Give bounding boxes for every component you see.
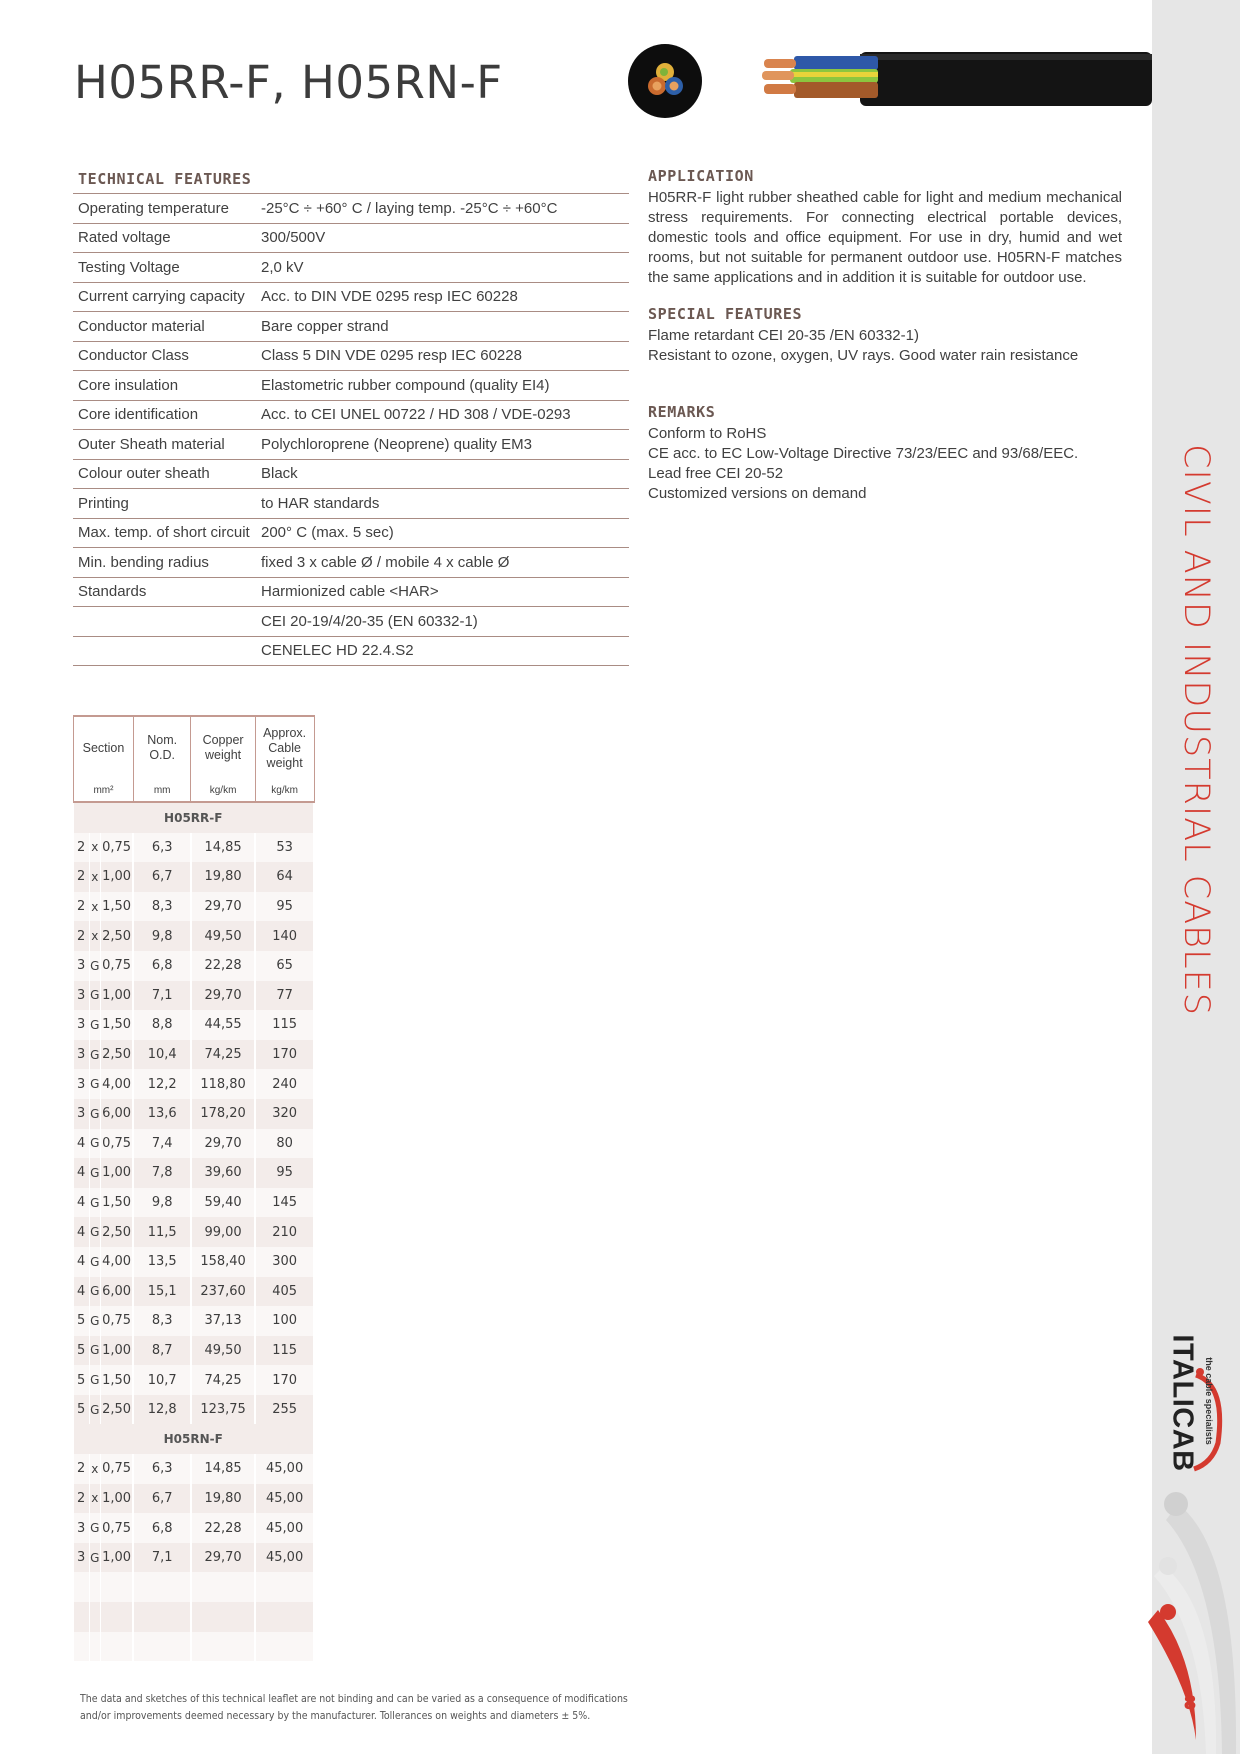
technical-feature-row bbox=[73, 371, 629, 401]
empty-cell bbox=[74, 1572, 90, 1602]
table-row bbox=[74, 1069, 315, 1099]
outer-diameter-cell: 7,1 bbox=[133, 1543, 191, 1573]
empty-cell bbox=[100, 1572, 133, 1602]
empty-cell bbox=[191, 1572, 255, 1602]
cable-weight-cell: 115 bbox=[255, 1010, 314, 1040]
group-name: H05RR-F bbox=[74, 802, 315, 833]
cores-cell: 5 bbox=[74, 1336, 90, 1366]
cores-cell: 5 bbox=[74, 1365, 90, 1395]
unit-copper-weight: kg/km bbox=[191, 779, 255, 802]
technical-feature-row bbox=[73, 518, 629, 548]
table-row bbox=[74, 1277, 315, 1307]
feature-label: Core identification bbox=[73, 400, 256, 430]
table-row bbox=[74, 1217, 315, 1247]
application-section bbox=[648, 166, 1122, 288]
cores-cell: 2 bbox=[74, 921, 90, 951]
copper-weight-cell: 29,70 bbox=[191, 1129, 255, 1159]
feature-value: Acc. to DIN VDE 0295 resp IEC 60228 bbox=[256, 282, 629, 312]
table-row bbox=[74, 1129, 315, 1159]
copper-weight-cell: 22,28 bbox=[191, 951, 255, 981]
side-title bbox=[1152, 444, 1240, 1016]
type-cell: G bbox=[89, 1336, 100, 1366]
empty-cell bbox=[89, 1632, 100, 1662]
table-row bbox=[74, 833, 315, 863]
copper-weight-cell: 19,80 bbox=[191, 862, 255, 892]
unit-nom-od: mm bbox=[133, 779, 191, 802]
technical-feature-row bbox=[73, 194, 629, 224]
empty-cell bbox=[100, 1632, 133, 1662]
technical-feature-row bbox=[73, 489, 629, 519]
cores-cell: 4 bbox=[74, 1247, 90, 1277]
cable-cross-section-icon bbox=[628, 44, 702, 118]
special-features-section bbox=[648, 304, 1122, 366]
header-nom-od: Nom. O.D. bbox=[133, 716, 191, 779]
remarks-section bbox=[648, 402, 1122, 504]
page-number: 8 bbox=[1183, 1692, 1197, 1714]
table-row bbox=[74, 1365, 315, 1395]
section-cell: 2,50 bbox=[100, 1040, 133, 1070]
cable-weight-cell: 300 bbox=[255, 1247, 314, 1277]
cores-cell: 3 bbox=[74, 1543, 90, 1573]
copper-weight-cell: 74,25 bbox=[191, 1040, 255, 1070]
type-cell: G bbox=[89, 1099, 100, 1129]
cable-weight-cell: 140 bbox=[255, 921, 314, 951]
feature-value: Class 5 DIN VDE 0295 resp IEC 60228 bbox=[256, 341, 629, 371]
section-cell: 2,50 bbox=[100, 1395, 133, 1425]
cable-weight-cell: 95 bbox=[255, 892, 314, 922]
cores-cell: 5 bbox=[74, 1395, 90, 1425]
outer-diameter-cell: 10,4 bbox=[133, 1040, 191, 1070]
outer-diameter-cell: 6,7 bbox=[133, 862, 191, 892]
table-row bbox=[74, 981, 315, 1011]
section-cell: 2,50 bbox=[100, 1217, 133, 1247]
cable-weight-cell: 45,00 bbox=[255, 1543, 314, 1573]
feature-label: Max. temp. of short circuit bbox=[73, 518, 256, 548]
table-row bbox=[74, 1010, 315, 1040]
technical-feature-row bbox=[73, 312, 629, 342]
feature-label: Testing Voltage bbox=[73, 253, 256, 283]
feature-label bbox=[73, 607, 256, 637]
type-cell: G bbox=[89, 1040, 100, 1070]
cable-weight-cell: 320 bbox=[255, 1099, 314, 1129]
feature-label: Core insulation bbox=[73, 371, 256, 401]
cable-weight-cell: 45,00 bbox=[255, 1484, 314, 1514]
feature-label: Outer Sheath material bbox=[73, 430, 256, 460]
cable-weight-cell: 45,00 bbox=[255, 1454, 314, 1484]
table-row bbox=[74, 1454, 315, 1484]
special-feature-line: Resistant to ozone, oxygen, UV rays. Good water rain resistance bbox=[648, 347, 1079, 364]
empty-cell bbox=[89, 1572, 100, 1602]
cores-cell: 2 bbox=[74, 833, 90, 863]
cable-weight-cell: 95 bbox=[255, 1158, 314, 1188]
section-cell: 0,75 bbox=[100, 951, 133, 981]
section-cell: 1,50 bbox=[100, 1010, 133, 1040]
type-cell: G bbox=[89, 1129, 100, 1159]
section-cell: 1,00 bbox=[100, 1484, 133, 1514]
remark-line: Conform to RoHS bbox=[648, 425, 767, 442]
table-row bbox=[74, 1484, 315, 1514]
copper-weight-cell: 29,70 bbox=[191, 1543, 255, 1573]
type-cell: x bbox=[89, 1484, 100, 1514]
cable-weight-cell: 77 bbox=[255, 981, 314, 1011]
feature-label: Current carrying capacity bbox=[73, 282, 256, 312]
section-cell: 1,50 bbox=[100, 892, 133, 922]
type-cell: G bbox=[89, 1188, 100, 1218]
section-cell: 0,75 bbox=[100, 833, 133, 863]
copper-weight-cell: 39,60 bbox=[191, 1158, 255, 1188]
copper-weight-cell: 14,85 bbox=[191, 1454, 255, 1484]
group-row bbox=[74, 1424, 315, 1454]
outer-diameter-cell: 11,5 bbox=[133, 1217, 191, 1247]
copper-weight-cell: 59,40 bbox=[191, 1188, 255, 1218]
outer-diameter-cell: 15,1 bbox=[133, 1277, 191, 1307]
section-cell: 6,00 bbox=[100, 1099, 133, 1129]
table-row bbox=[74, 1188, 315, 1218]
section-cell: 0,75 bbox=[100, 1306, 133, 1336]
empty-cell bbox=[255, 1632, 314, 1662]
empty-cell bbox=[133, 1632, 191, 1662]
empty-cell bbox=[89, 1602, 100, 1632]
copper-weight-cell: 49,50 bbox=[191, 1336, 255, 1366]
disclaimer-line: The data and sketches of this technical leaflet are not binding and can be varied as a consequence of modifications bbox=[80, 1693, 628, 1705]
cores-cell: 3 bbox=[74, 1513, 90, 1543]
section-cell: 1,00 bbox=[100, 1158, 133, 1188]
technical-feature-row bbox=[73, 459, 629, 489]
feature-value: to HAR standards bbox=[256, 489, 629, 519]
feature-label: Min. bending radius bbox=[73, 548, 256, 578]
cable-weight-cell: 240 bbox=[255, 1069, 314, 1099]
empty-cell bbox=[74, 1632, 90, 1662]
feature-label: Operating temperature bbox=[73, 194, 256, 224]
header-cable-weight: Approx. Cable weight bbox=[255, 716, 314, 779]
copper-weight-cell: 118,80 bbox=[191, 1069, 255, 1099]
type-cell: G bbox=[89, 1277, 100, 1307]
cores-cell: 3 bbox=[74, 1099, 90, 1129]
section-cell: 4,00 bbox=[100, 1069, 133, 1099]
cable-weight-cell: 210 bbox=[255, 1217, 314, 1247]
brand-logo bbox=[1152, 1325, 1240, 1475]
cores-cell: 3 bbox=[74, 1010, 90, 1040]
feature-label: Conductor material bbox=[73, 312, 256, 342]
cores-cell: 3 bbox=[74, 951, 90, 981]
copper-weight-cell: 19,80 bbox=[191, 1484, 255, 1514]
cores-cell: 4 bbox=[74, 1217, 90, 1247]
table-row bbox=[74, 1158, 315, 1188]
type-cell: x bbox=[89, 921, 100, 951]
cores-cell: 4 bbox=[74, 1158, 90, 1188]
unit-section: mm² bbox=[74, 779, 134, 802]
copper-weight-cell: 29,70 bbox=[191, 892, 255, 922]
empty-cell bbox=[74, 1602, 90, 1632]
table-row bbox=[74, 1395, 315, 1425]
cores-cell: 2 bbox=[74, 892, 90, 922]
cable-weight-cell: 170 bbox=[255, 1040, 314, 1070]
feature-value: Acc. to CEI UNEL 00722 / HD 308 / VDE-0293 bbox=[256, 400, 629, 430]
empty-cell bbox=[255, 1602, 314, 1632]
type-cell: G bbox=[89, 1395, 100, 1425]
group-name: H05RN-F bbox=[74, 1424, 315, 1454]
feature-value: Elastometric rubber compound (quality EI4) bbox=[256, 371, 629, 401]
section-cell: 1,00 bbox=[100, 1336, 133, 1366]
outer-diameter-cell: 13,5 bbox=[133, 1247, 191, 1277]
cores-cell: 3 bbox=[74, 1069, 90, 1099]
section-cell: 1,50 bbox=[100, 1365, 133, 1395]
feature-value: 200° C (max. 5 sec) bbox=[256, 518, 629, 548]
special-feature-line: Flame retardant CEI 20-35 /EN 60332-1) bbox=[648, 327, 919, 344]
type-cell: G bbox=[89, 1217, 100, 1247]
cable-weight-cell: 80 bbox=[255, 1129, 314, 1159]
technical-feature-row bbox=[73, 548, 629, 578]
unit-cable-weight: kg/km bbox=[255, 779, 314, 802]
outer-diameter-cell: 6,3 bbox=[133, 1454, 191, 1484]
cable-weight-cell: 145 bbox=[255, 1188, 314, 1218]
decorative-swoosh-icon bbox=[1110, 1490, 1240, 1754]
remark-line: Lead free CEI 20-52 bbox=[648, 465, 784, 482]
cores-cell: 4 bbox=[74, 1277, 90, 1307]
table-row bbox=[74, 951, 315, 981]
feature-label: Colour outer sheath bbox=[73, 459, 256, 489]
disclaimer bbox=[80, 1691, 640, 1725]
cable-weight-cell: 115 bbox=[255, 1336, 314, 1366]
section-cell: 1,50 bbox=[100, 1188, 133, 1218]
copper-weight-cell: 29,70 bbox=[191, 981, 255, 1011]
type-cell: G bbox=[89, 1365, 100, 1395]
table-row bbox=[74, 1306, 315, 1336]
cores-cell: 2 bbox=[74, 1484, 90, 1514]
product-title: H05RR-F, H05RN-F bbox=[74, 56, 503, 109]
brand-name: ITALICAB bbox=[1166, 1334, 1199, 1472]
cores-cell: 4 bbox=[74, 1188, 90, 1218]
outer-diameter-cell: 6,8 bbox=[133, 951, 191, 981]
type-cell: x bbox=[89, 862, 100, 892]
copper-weight-cell: 44,55 bbox=[191, 1010, 255, 1040]
table-row bbox=[74, 1247, 315, 1277]
outer-diameter-cell: 8,3 bbox=[133, 892, 191, 922]
copper-weight-cell: 14,85 bbox=[191, 833, 255, 863]
outer-diameter-cell: 8,3 bbox=[133, 1306, 191, 1336]
header-section: Section bbox=[74, 716, 134, 779]
technical-feature-row bbox=[73, 430, 629, 460]
feature-value: Black bbox=[256, 459, 629, 489]
outer-diameter-cell: 9,8 bbox=[133, 1188, 191, 1218]
cable-weight-cell: 170 bbox=[255, 1365, 314, 1395]
empty-cell bbox=[191, 1602, 255, 1632]
application-text: H05RR-F light rubber sheathed cable for light and medium mechanical stress requirements. For connecting electrical portable devices, domestic tools and office equipment. For use in dry, humid and wet rooms, but not suitable for permanent outdoor use. H05RN-F matches the same applications and in addition it is suitable for outdoor use. bbox=[648, 189, 1122, 286]
section-cell: 0,75 bbox=[100, 1454, 133, 1484]
feature-label bbox=[73, 636, 256, 666]
outer-diameter-cell: 7,1 bbox=[133, 981, 191, 1011]
cable-data-table bbox=[73, 715, 315, 1661]
type-cell: G bbox=[89, 1306, 100, 1336]
outer-diameter-cell: 6,7 bbox=[133, 1484, 191, 1514]
type-cell: G bbox=[89, 1543, 100, 1573]
cable-weight-cell: 100 bbox=[255, 1306, 314, 1336]
outer-diameter-cell: 8,7 bbox=[133, 1336, 191, 1366]
cores-cell: 4 bbox=[74, 1129, 90, 1159]
cores-cell: 2 bbox=[74, 1454, 90, 1484]
type-cell: G bbox=[89, 951, 100, 981]
table-row bbox=[74, 921, 315, 951]
empty-cell bbox=[133, 1602, 191, 1632]
outer-diameter-cell: 12,8 bbox=[133, 1395, 191, 1425]
special-features-heading: SPECIAL FEATURES bbox=[648, 305, 803, 323]
empty-cell bbox=[100, 1602, 133, 1632]
outer-diameter-cell: 7,4 bbox=[133, 1129, 191, 1159]
copper-weight-cell: 178,20 bbox=[191, 1099, 255, 1129]
outer-diameter-cell: 6,3 bbox=[133, 833, 191, 863]
technical-feature-row bbox=[73, 636, 629, 666]
empty-row bbox=[74, 1632, 315, 1662]
section-cell: 1,00 bbox=[100, 981, 133, 1011]
technical-feature-row bbox=[73, 400, 629, 430]
cable-photo-icon bbox=[760, 50, 1152, 110]
side-title-text: CIVIL AND INDUSTRIAL CABLES bbox=[1176, 444, 1216, 1016]
cable-weight-cell: 65 bbox=[255, 951, 314, 981]
type-cell: G bbox=[89, 1069, 100, 1099]
technical-features-table bbox=[73, 193, 629, 666]
copper-weight-cell: 74,25 bbox=[191, 1365, 255, 1395]
remarks-heading: REMARKS bbox=[648, 403, 716, 421]
feature-value: 300/500V bbox=[256, 223, 629, 253]
feature-label: Printing bbox=[73, 489, 256, 519]
cable-weight-cell: 255 bbox=[255, 1395, 314, 1425]
empty-row bbox=[74, 1572, 315, 1602]
cores-cell: 3 bbox=[74, 1040, 90, 1070]
type-cell: G bbox=[89, 1010, 100, 1040]
outer-diameter-cell: 10,7 bbox=[133, 1365, 191, 1395]
copper-weight-cell: 22,28 bbox=[191, 1513, 255, 1543]
technical-feature-row bbox=[73, 253, 629, 283]
technical-feature-row bbox=[73, 282, 629, 312]
copper-weight-cell: 158,40 bbox=[191, 1247, 255, 1277]
feature-label: Rated voltage bbox=[73, 223, 256, 253]
group-row bbox=[74, 802, 315, 833]
type-cell: G bbox=[89, 981, 100, 1011]
technical-features-heading: TECHNICAL FEATURES bbox=[78, 170, 252, 188]
table-row bbox=[74, 1513, 315, 1543]
table-row bbox=[74, 1543, 315, 1573]
section-cell: 4,00 bbox=[100, 1247, 133, 1277]
type-cell: x bbox=[89, 892, 100, 922]
cable-weight-cell: 405 bbox=[255, 1277, 314, 1307]
copper-weight-cell: 99,00 bbox=[191, 1217, 255, 1247]
cable-weight-cell: 64 bbox=[255, 862, 314, 892]
technical-feature-row bbox=[73, 607, 629, 637]
outer-diameter-cell: 8,8 bbox=[133, 1010, 191, 1040]
application-heading: APPLICATION bbox=[648, 167, 754, 185]
copper-weight-cell: 49,50 bbox=[191, 921, 255, 951]
brand-tagline: the cable specialists bbox=[1204, 1357, 1214, 1445]
table-row bbox=[74, 1040, 315, 1070]
technical-feature-row bbox=[73, 341, 629, 371]
outer-diameter-cell: 13,6 bbox=[133, 1099, 191, 1129]
header-copper-weight: Copper weight bbox=[191, 716, 255, 779]
feature-value: -25°C ÷ +60° C / laying temp. -25°C ÷ +60°C bbox=[256, 194, 629, 224]
disclaimer-line: and/or improvements deemed necessary by the manufacturer. Tollerances on weights and diameters ± 5%. bbox=[80, 1710, 591, 1722]
feature-value: 2,0 kV bbox=[256, 253, 629, 283]
remark-line: Customized versions on demand bbox=[648, 485, 867, 502]
table-row bbox=[74, 892, 315, 922]
empty-row bbox=[74, 1602, 315, 1632]
cable-weight-cell: 53 bbox=[255, 833, 314, 863]
feature-value: Bare copper strand bbox=[256, 312, 629, 342]
type-cell: x bbox=[89, 833, 100, 863]
cores-cell: 3 bbox=[74, 981, 90, 1011]
table-row bbox=[74, 1099, 315, 1129]
cores-cell: 5 bbox=[74, 1306, 90, 1336]
type-cell: x bbox=[89, 1454, 100, 1484]
section-cell: 6,00 bbox=[100, 1277, 133, 1307]
feature-label: Standards bbox=[73, 577, 256, 607]
remark-line: CE acc. to EC Low-Voltage Directive 73/23/EEC and 93/68/EEC. bbox=[648, 445, 1079, 462]
feature-value: CEI 20-19/4/20-35 (EN 60332-1) bbox=[256, 607, 629, 637]
copper-weight-cell: 37,13 bbox=[191, 1306, 255, 1336]
feature-value: CENELEC HD 22.4.S2 bbox=[256, 636, 629, 666]
section-cell: 1,00 bbox=[100, 1543, 133, 1573]
section-cell: 0,75 bbox=[100, 1129, 133, 1159]
feature-value: fixed 3 x cable Ø / mobile 4 x cable Ø bbox=[256, 548, 629, 578]
empty-cell bbox=[191, 1632, 255, 1662]
feature-value: Harmionized cable <HAR> bbox=[256, 577, 629, 607]
section-cell: 0,75 bbox=[100, 1513, 133, 1543]
section-cell: 1,00 bbox=[100, 862, 133, 892]
cable-weight-cell: 45,00 bbox=[255, 1513, 314, 1543]
type-cell: G bbox=[89, 1158, 100, 1188]
copper-weight-cell: 237,60 bbox=[191, 1277, 255, 1307]
type-cell: G bbox=[89, 1247, 100, 1277]
outer-diameter-cell: 12,2 bbox=[133, 1069, 191, 1099]
table-row bbox=[74, 1336, 315, 1366]
empty-cell bbox=[133, 1572, 191, 1602]
type-cell: G bbox=[89, 1513, 100, 1543]
outer-diameter-cell: 7,8 bbox=[133, 1158, 191, 1188]
outer-diameter-cell: 6,8 bbox=[133, 1513, 191, 1543]
technical-feature-row bbox=[73, 577, 629, 607]
table-row bbox=[74, 862, 315, 892]
outer-diameter-cell: 9,8 bbox=[133, 921, 191, 951]
feature-label: Conductor Class bbox=[73, 341, 256, 371]
empty-cell bbox=[255, 1572, 314, 1602]
copper-weight-cell: 123,75 bbox=[191, 1395, 255, 1425]
cores-cell: 2 bbox=[74, 862, 90, 892]
section-cell: 2,50 bbox=[100, 921, 133, 951]
feature-value: Polychloroprene (Neoprene) quality EM3 bbox=[256, 430, 629, 460]
technical-feature-row bbox=[73, 223, 629, 253]
